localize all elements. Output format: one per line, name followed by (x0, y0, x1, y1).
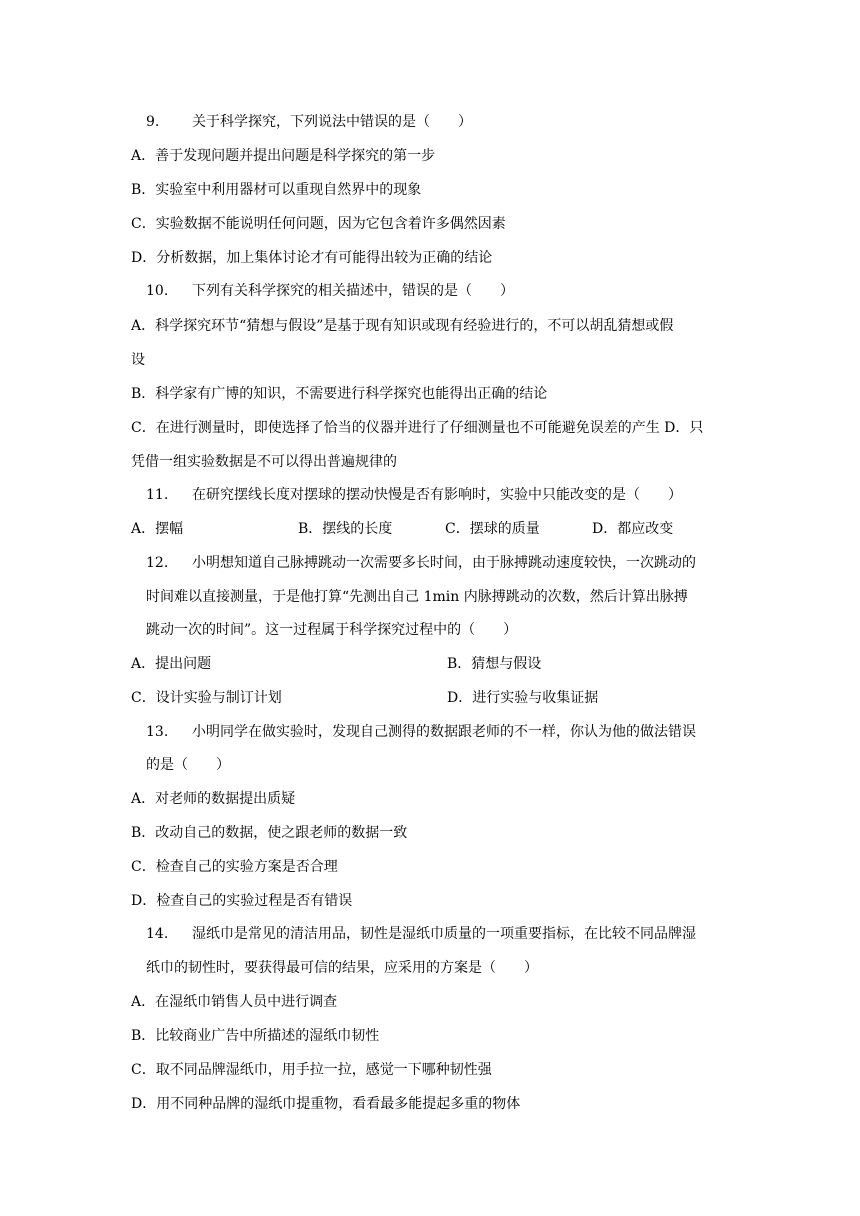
question-text: 小明想知道自己脉搏跳动一次需要多长时间，由于脉搏跳动速度较快，一次跳动的 (192, 555, 696, 571)
question-number: 14. (146, 926, 169, 942)
question-9-stem (146, 112, 472, 132)
question-12-options-row-2 (0, 688, 860, 708)
question-12-option-a: A．提出问题 (131, 656, 212, 672)
question-10-option-a-cont: 设 (131, 352, 145, 368)
question-9-option-d: D．分析数据，加上集体讨论才有可能得出较为正确的结论 (131, 250, 493, 266)
question-12-option-b: B．猜想与假设 (447, 656, 542, 672)
question-13-option-b: B．改动自己的数据，使之跟老师的数据一致 (131, 825, 408, 841)
question-11-options (0, 519, 860, 539)
question-9-option-c: C．实验数据不能说明任何问题，因为它包含着许多偶然因素 (131, 216, 506, 232)
question-13-option-d: D．检查自己的实验过程是否有错误 (131, 893, 353, 909)
question-text: 在研究摆线长度对摆球的摆动快慢是否有影响时，实验中只能改变的是（ ） (192, 487, 682, 503)
question-14-stem (146, 924, 696, 944)
question-12-stem-line-2: 时间难以直接测量，于是他打算“先测出自己 1min 内脉搏跳动的次数，然后计算出脉搏 (146, 589, 688, 605)
question-text: 下列有关科学探究的相关描述中，错误的是（ ） (192, 283, 514, 299)
question-14-option-a: A．在湿纸巾销售人员中进行调查 (131, 994, 338, 1010)
question-11-option-c: C．摆球的质量 (445, 521, 540, 537)
question-12-stem (146, 553, 696, 573)
question-number: 11. (146, 487, 169, 503)
question-10-option-a: A．科学探究环节“猜想与假设”是基于现有知识或现有经验进行的，不可以胡乱猜想或假 (131, 318, 674, 334)
question-number: 13. (146, 724, 169, 740)
question-14-stem-line-2: 纸巾的韧性时，要获得最可信的结果，应采用的方案是（ ） (146, 960, 538, 976)
question-10-stem (146, 281, 514, 301)
question-number: 10. (146, 283, 169, 299)
question-12-options-row-1 (0, 654, 860, 674)
question-9-option-b: B．实验室中利用器材可以重现自然界中的现象 (131, 182, 422, 198)
question-14-option-d: D．用不同种品牌的湿纸巾提重物，看看最多能提起多重的物体 (131, 1096, 521, 1112)
question-12-option-c: C．设计实验与制订计划 (131, 690, 282, 706)
question-13-option-a: A．对老师的数据提出质疑 (131, 791, 296, 807)
question-9-option-a: A．善于发现问题并提出问题是科学探究的第一步 (131, 148, 436, 164)
question-10-option-b: B．科学家有广博的知识，不需要进行科学探究也能得出正确的结论 (131, 386, 548, 402)
question-11-stem (146, 485, 682, 505)
question-13-stem-line-2: 的是（ ） (146, 757, 230, 773)
question-11-option-a: A．摆幅 (131, 521, 184, 537)
question-number: 12. (146, 555, 169, 571)
question-13-stem (146, 722, 696, 742)
question-14-option-c: C．取不同品牌湿纸巾，用手拉一拉，感觉一下哪种韧性强 (131, 1062, 492, 1078)
question-14-option-b: B．比较商业广告中所描述的湿纸巾韧性 (131, 1028, 380, 1044)
question-11-option-b: B．摆线的长度 (298, 521, 393, 537)
question-text: 关于科学探究，下列说法中错误的是（ ） (192, 114, 472, 130)
question-10-option-d-cont: 凭借一组实验数据是不可以得出普遍规律的 (131, 454, 397, 470)
question-11-option-d: D．都应改变 (592, 521, 674, 537)
question-text: 湿纸巾是常见的清洁用品，韧性是湿纸巾质量的一项重要指标，在比较不同品牌湿 (192, 926, 696, 942)
question-12-stem-line-3: 跳动一次的时间”。这一过程属于科学探究过程中的（ ） (146, 622, 518, 638)
question-text: 小明同学在做实验时，发现自己测得的数据跟老师的不一样，你认为他的做法错误 (192, 724, 696, 740)
question-number: 9. (146, 114, 160, 130)
question-13-option-c: C．检查自己的实验方案是否合理 (131, 859, 338, 875)
question-12-option-d: D．进行实验与收集证据 (447, 690, 599, 706)
question-10-option-c: C．在进行测量时，即使选择了恰当的仪器并进行了仔细测量也不可能避免误差的产生 D．只 (131, 420, 704, 436)
